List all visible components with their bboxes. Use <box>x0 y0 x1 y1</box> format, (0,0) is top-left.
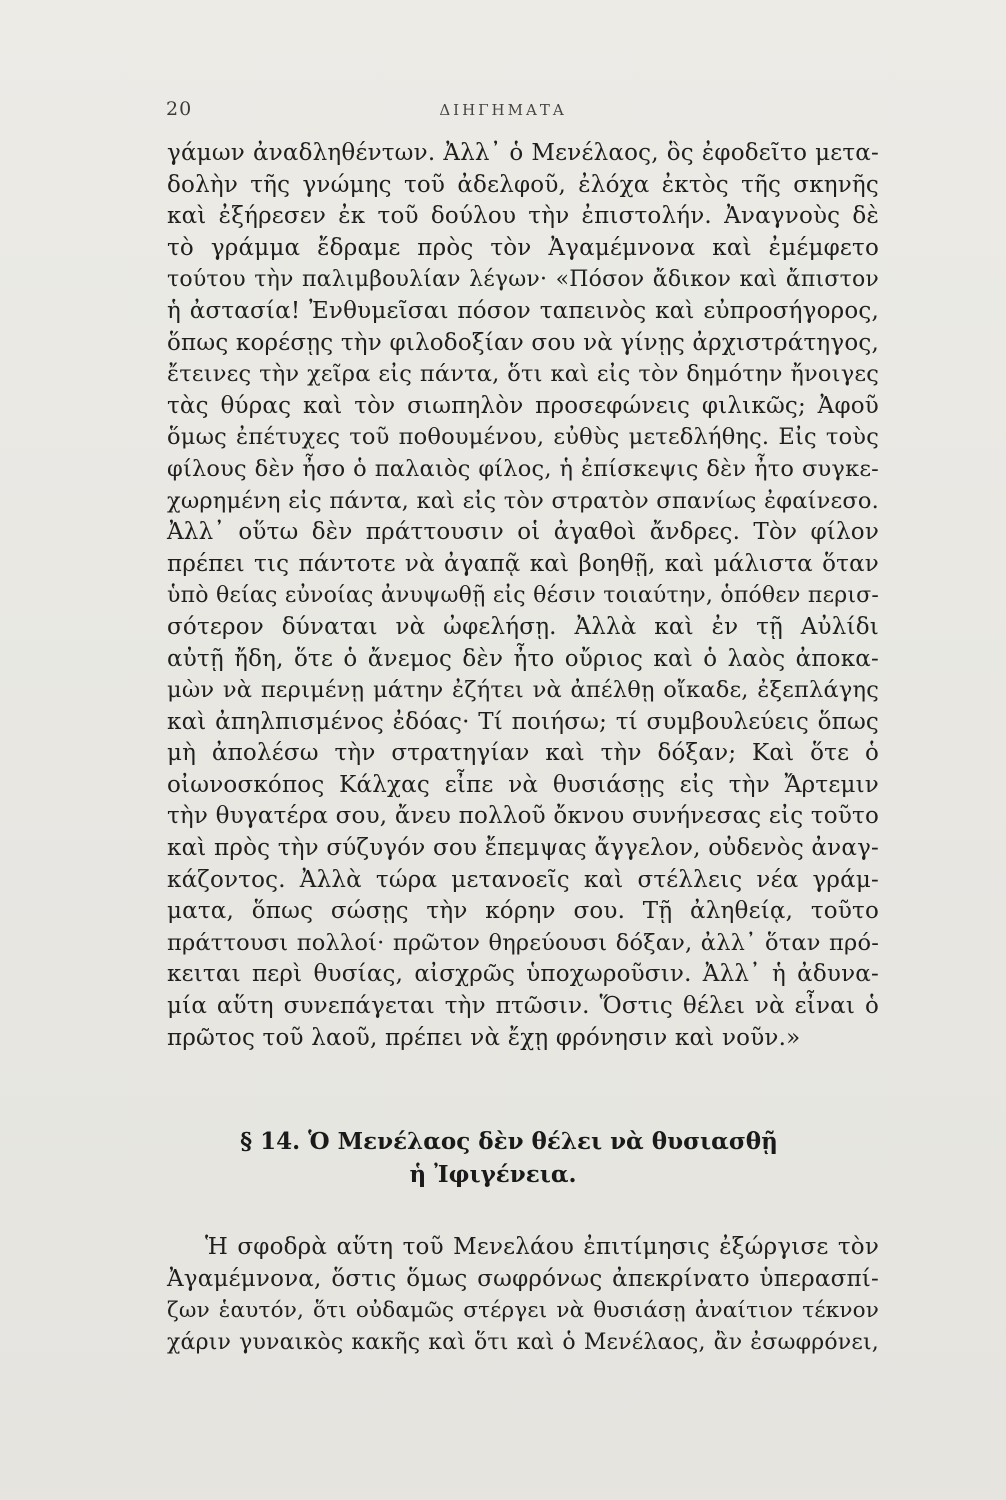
text-line: μὴ ἀπολέσω τὴν στρατηγίαν καὶ τὴν δόξαν; Καὶ ὅτε ὁ <box>167 740 879 767</box>
text-line: γάμων ἀναδληθέντων. Ἀλλ᾽ ὁ Μενέλαος, ὃς ἐφοδεῖτο μετα- <box>167 140 879 166</box>
section-heading <box>0 1125 1006 1191</box>
text-line: τὸ γράμμα ἔδραμε πρὸς τὸν Ἀγαμέμνονα καὶ ἐμέμφετο <box>167 234 879 261</box>
text-line: ἔτεινες τὴν χεῖρα εἰς πάντα, ὅτι καὶ εἰς τὸν δημότην ἤνοιγες <box>167 361 879 388</box>
page-number: 20 <box>166 98 193 120</box>
text-line: αὐτῇ ἤδη, ὅτε ὁ ἄνεμος δὲν ἦτο οὔριος καὶ ὁ λαὸς ἀποκα- <box>167 645 879 672</box>
text-line: ὅμως ἐπέτυχες τοῦ ποθουμένου, εὐθὺς μετεδλήθης. Εἰς τοὺς <box>167 424 879 451</box>
text-line: τὴν θυγατέρα σου, ἄνευ πολλοῦ ὄκνου συνήνεσας εἰς τοῦτο <box>167 803 879 830</box>
text-line: καὶ ἀπηλπισμένος ἐδόας· Τί ποιήσω; τί συμβουλεύεις ὅπως <box>167 708 879 735</box>
text-line: οἰωνοσκόπος Κάλχας εἶπε νὰ θυσιάσῃς εἰς τὴν Ἄρτεμιν <box>167 771 879 798</box>
text-line: ματα, ὅπως σώσῃς τὴν κόρην σου. Τῇ ἀληθείᾳ, τοῦτο <box>167 898 879 925</box>
text-line: χωρημένη εἰς πάντα, καὶ εἰς τὸν στρατὸν σπανίως ἐφαίνεσο. <box>167 487 879 514</box>
text-line: φίλους δὲν ἦσο ὁ παλαιὸς φίλος, ἡ ἐπίσκεψις δὲν ἦτο συγκε- <box>167 455 879 482</box>
text-line: κάζοντος. Ἀλλὰ τώρα μετανοεῖς καὶ στέλλεις νέα γράμ- <box>167 866 879 893</box>
section-heading-line: § 14. Ὁ Μενέλαος δὲν θέλει νὰ θυσιασθῇ <box>240 1128 778 1155</box>
running-head: ΔΙΗΓΗΜΑΤΑ <box>439 101 567 119</box>
text-line: καὶ πρὸς τὴν σύζυγόν σου ἔπεμψας ἄγγελον, οὐδενὸς ἀναγ- <box>167 835 879 862</box>
text-line: πράττουσι πολλοί· πρῶτον θηρεύουσι δόξαν, ἀλλ᾽ ὅταν πρό- <box>167 929 879 956</box>
text-line: πρῶτος τοῦ λαοῦ, πρέπει νὰ ἔχῃ φρόνησιν καὶ νοῦν.» <box>167 1024 801 1051</box>
body-text <box>167 138 879 1054</box>
text-line: Ἡ σφοδρὰ αὕτη τοῦ Μενελάου ἐπιτίμησις ἐξώργισε τὸν <box>205 1234 879 1260</box>
section-body-text <box>167 1232 879 1358</box>
text-line: σότερον δύναται νὰ ὠφελήσῃ. Ἀλλὰ καὶ ἐν τῇ Αὐλίδι <box>167 613 879 640</box>
text-line: ὑπὸ θείας εὐνοίας ἀνυψωθῇ εἰς θέσιν τοιαύτην, ὁπόθεν περισ- <box>167 583 879 609</box>
text-line: χάριν γυναικὸς κακῆς καὶ ὅτι καὶ ὁ Μενέλαος, ἂν ἐσωφρόνει, <box>167 1329 879 1355</box>
text-line: ζων ἑαυτόν, ὅτι οὐδαμῶς στέργει νὰ θυσιάσῃ ἀναίτιον τέκνον <box>167 1298 879 1324</box>
text-line: κειται περὶ θυσίας, αἰσχρῶς ὑποχωροῦσιν. Ἀλλ᾽ ἡ ἀδυνα- <box>167 961 879 988</box>
section-heading-line: ἡ Ἰφιγένεια. <box>409 1161 577 1188</box>
text-line: καὶ ἐξήρεσεν ἐκ τοῦ δούλου τὴν ἐπιστολήν. Ἀναγνοὺς δὲ <box>167 203 879 230</box>
text-line: μὼν νὰ περιμένῃ μάτην ἐζήτει νὰ ἀπέλθῃ οἴκαδε, ἐξεπλάγης <box>167 677 879 704</box>
text-line: πρέπει τις πάντοτε νὰ ἀγαπᾷ καὶ βοηθῇ, καὶ μάλιστα ὅταν <box>167 550 879 577</box>
text-line: ὅπως κορέσῃς τὴν φιλοδοξίαν σου νὰ γίνῃς ἀρχιστράτηγος, <box>167 329 879 356</box>
text-line: Ἀλλ᾽ οὕτω δὲν πράττουσιν οἱ ἀγαθοὶ ἄνδρες. Τὸν φίλον <box>167 519 879 546</box>
text-line: τὰς θύρας καὶ τὸν σιωπηλὸν προσεφώνεις φιλικῶς; Ἀφοῦ <box>167 392 879 419</box>
text-line: δολὴν τῆς γνώμης τοῦ ἀδελφοῦ, ἐλόχα ἐκτὸς τῆς σκηνῆς <box>167 171 879 198</box>
text-line: μία αὕτη συνεπάγεται τὴν πτῶσιν. Ὅστις θέλει νὰ εἶναι ὁ <box>167 993 879 1020</box>
text-line: τούτου τὴν παλιμβουλίαν λέγων· «Πόσον ἄδικον καὶ ἄπιστον <box>167 267 879 293</box>
text-line: Ἀγαμέμνονα, ὅστις ὅμως σωφρόνως ἀπεκρίνατο ὑπερασπί- <box>167 1265 879 1292</box>
text-line: ἡ ἀστασία! Ἐνθυμεῖσαι πόσον ταπεινὸς καὶ εὐπροσήγορος, <box>167 297 879 324</box>
